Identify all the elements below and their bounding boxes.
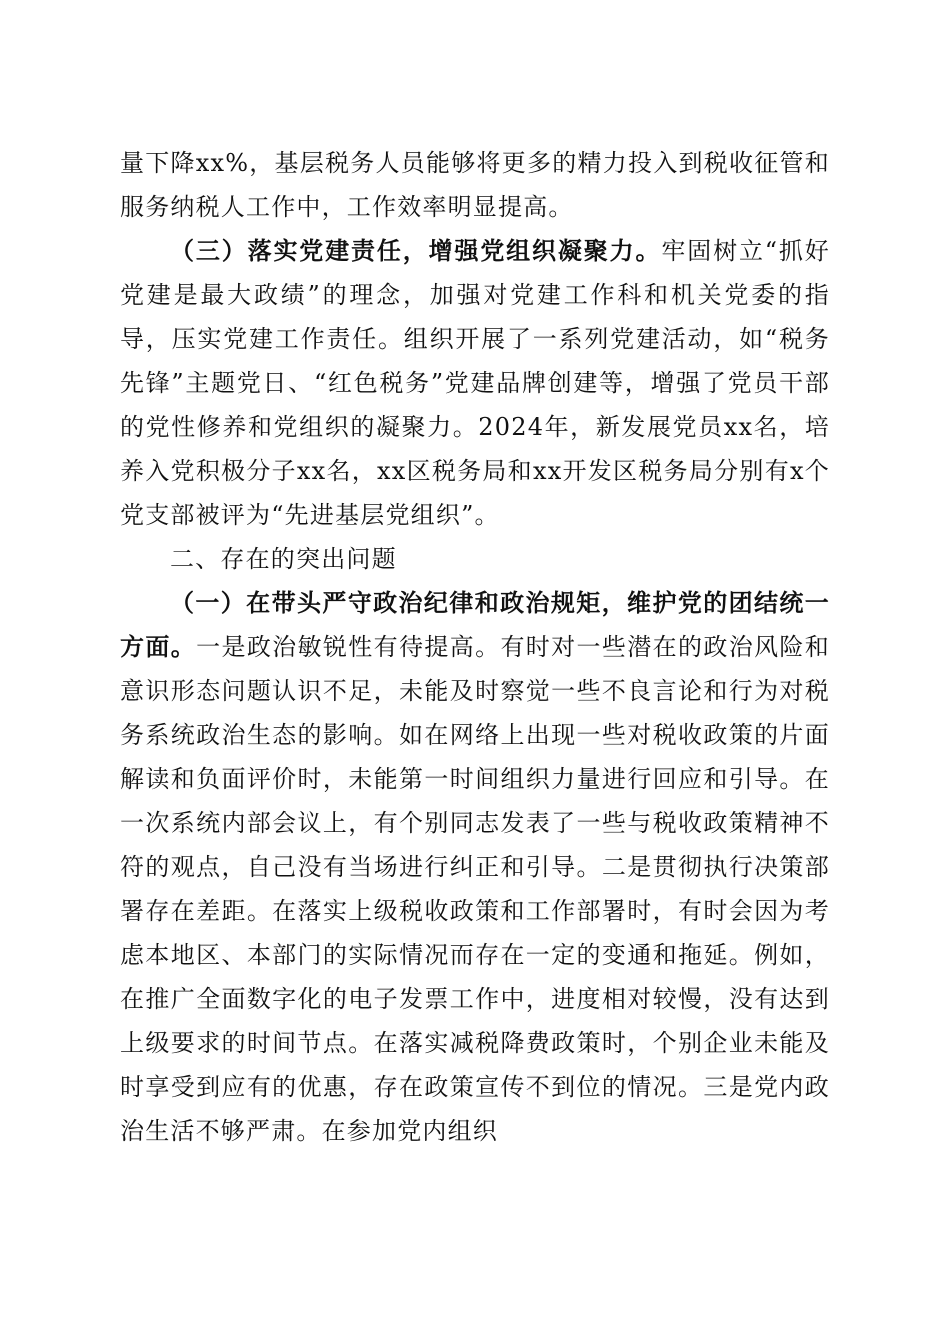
paragraph-text: 一是政治敏锐性有待提高。有时对一些潜在的政治风险和意识形态问题认识不足，未能及时察觉一些不良言论和行为对税务系统政治生态的影响。如在网络上出现一些对税收政策的片面解读和负面评价时，未能第一时间组织力量进行回应和引导。在一次系统内部会议上，有个别同志发表了一些与税收政策精神不符的观点，自己没有当场进行纠正和引导。二是贯彻执行决策部署存在差距。在落实上级税收政策和工作部署时，有时会因为考虑本地区、本部门的实际情况而存在一定的变通和拖延。例如，在推广全面数字化的电子发票工作中，进度相对较慢，没有达到上级要求的时间节点。在落实减税降费政策时，个别企业未能及时享受到应有的优惠，存在政策宣传不到位的情况。三是党内政治生活不够严肃。在参加党内组织 [120, 633, 830, 1145]
paragraph-lead-heading: （三）落实党建责任，增强党组织凝聚力。 [170, 236, 662, 265]
paragraph-lead-heading: （一）在带头严守政治纪律和政治规矩，维护党的团结统一方面。 [120, 588, 830, 661]
paragraph-text: 牢固树立“抓好党建是最大政绩”的理念，加强对党建工作科和机关党委的指导，压实党建工作责任。组织开展了一系列党建活动，如“税务先锋”主题党日、“红色税务”党建品牌创建等，增强了党员干部的党性修养和党组织的凝聚力。2024年，新发展党员xx名，培养入党积极分子xx名，xx区税务局和xx开发区税务局分别有x个党支部被评为“先进基层党组织”。 [120, 237, 830, 529]
document-body [120, 141, 830, 1153]
paragraph-political-discipline [120, 581, 830, 1153]
paragraph-party-building [120, 229, 830, 537]
section-heading: 二、存在的突出问题 [170, 545, 397, 573]
paragraph-continuation [120, 141, 830, 229]
paragraph-text: 量下降xx%，基层税务人员能够将更多的精力投入到税收征管和服务纳税人工作中，工作效率明显提高。 [120, 149, 830, 221]
